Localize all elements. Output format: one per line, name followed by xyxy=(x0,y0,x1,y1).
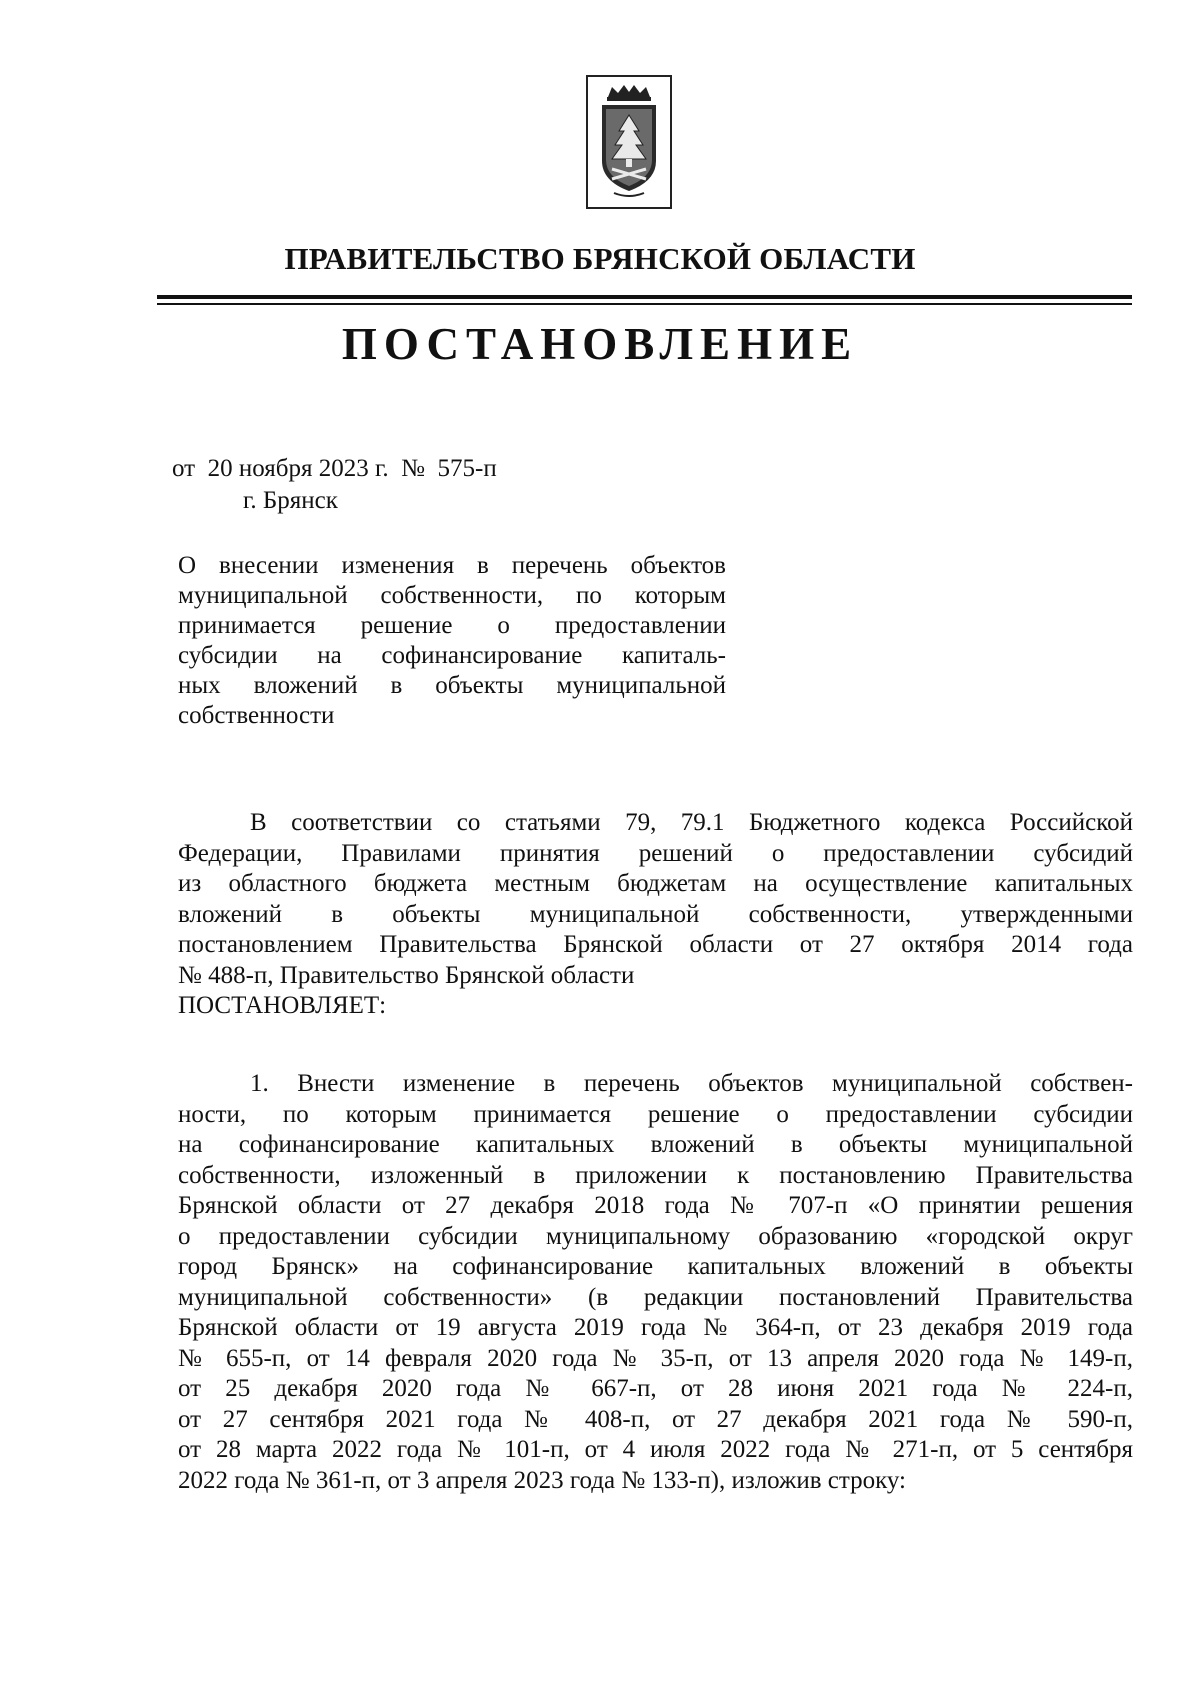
subject-line: муниципальной собственности, по которым xyxy=(178,582,726,609)
item-line: 2022 года № 361-п, от 3 апреля 2023 года № 133-п), изложив строку: xyxy=(178,1466,907,1494)
subject-line: субсидии на софинансирование капиталь- xyxy=(178,642,726,669)
item-line: муниципальной собственности» (в редакции постановлений Правительства xyxy=(178,1283,1133,1311)
resolves-keyword: ПОСТАНОВЛЯЕТ: xyxy=(178,992,387,1019)
document-date-number: от 20 ноября 2023 г. № 575-п xyxy=(172,455,497,482)
preamble-line: В соответствии со статьями 79, 79.1 Бюджетного кодекса Российской xyxy=(250,809,1133,836)
subject-line: собственности xyxy=(178,702,335,729)
preamble-line: из областного бюджета местным бюджетам на осуществление капитальных xyxy=(178,870,1133,897)
item-line: город Брянск» на софинансирование капитальных вложений в объекты xyxy=(178,1253,1133,1280)
preamble-line: № 488-п, Правительство Брянской области xyxy=(178,961,635,989)
item-line: Брянской области от 27 декабря 2018 года № 707-п «О принятии решения xyxy=(178,1192,1133,1219)
item-line: от 28 марта 2022 года № 101-п, от 4 июля 2022 года № 271-п, от 5 сентября xyxy=(178,1436,1133,1463)
item-line: от 27 сентября 2021 года № 408-п, от 27 декабря 2021 года № 590-п, xyxy=(178,1405,1133,1433)
issuing-authority: ПРАВИТЕЛЬСТВО БРЯНСКОЙ ОБЛАСТИ xyxy=(284,241,916,276)
item-line: 1. Внести изменение в перечень объектов муниципальной собствен- xyxy=(250,1070,1133,1097)
item-line: от 25 декабря 2020 года № 667-п, от 28 июня 2021 года № 224-п, xyxy=(178,1375,1133,1402)
preamble-line: вложений в объекты муниципальной собственности, утвержденными xyxy=(178,900,1133,928)
header-rule-thin xyxy=(157,303,1132,305)
bryansk-emblem-icon xyxy=(594,83,664,201)
item-line: ности, по которым принимается решение о предоставлении субсидии xyxy=(178,1100,1133,1128)
item-line: № 655-п, от 14 февраля 2020 года № 35-п, от 13 апреля 2020 года № 149-п, xyxy=(178,1344,1133,1372)
document-city: г. Брянск xyxy=(243,487,338,514)
item-line: о предоставлении субсидии муниципальному образованию «городской округ xyxy=(178,1222,1133,1250)
coat-of-arms-emblem xyxy=(586,75,672,209)
preamble-line: постановлением Правительства Брянской области от 27 октября 2014 года xyxy=(178,931,1133,958)
preamble-line: Федерации, Правилами принятия решений о предоставлении субсидий xyxy=(178,839,1133,867)
subject-line: О внесении изменения в перечень объектов xyxy=(178,552,726,579)
item-line: собственности, изложенный в приложении к постановлению Правительства xyxy=(178,1161,1133,1189)
item-line: на софинансирование капитальных вложений в объекты муниципальной xyxy=(178,1131,1133,1158)
item-1-paragraph xyxy=(178,1069,1133,1496)
document-type-title: ПОСТАНОВЛЕНИЕ xyxy=(341,319,859,369)
header-rule-thick xyxy=(157,295,1132,299)
preamble-paragraph xyxy=(178,808,1133,1022)
item-line: Брянской области от 19 августа 2019 года № 364-п, от 23 декабря 2019 года xyxy=(178,1314,1133,1341)
subject-line: принимается решение о предоставлении xyxy=(178,612,726,639)
subject-line: ных вложений в объекты муниципальной xyxy=(178,672,726,699)
document-subject xyxy=(178,551,726,731)
